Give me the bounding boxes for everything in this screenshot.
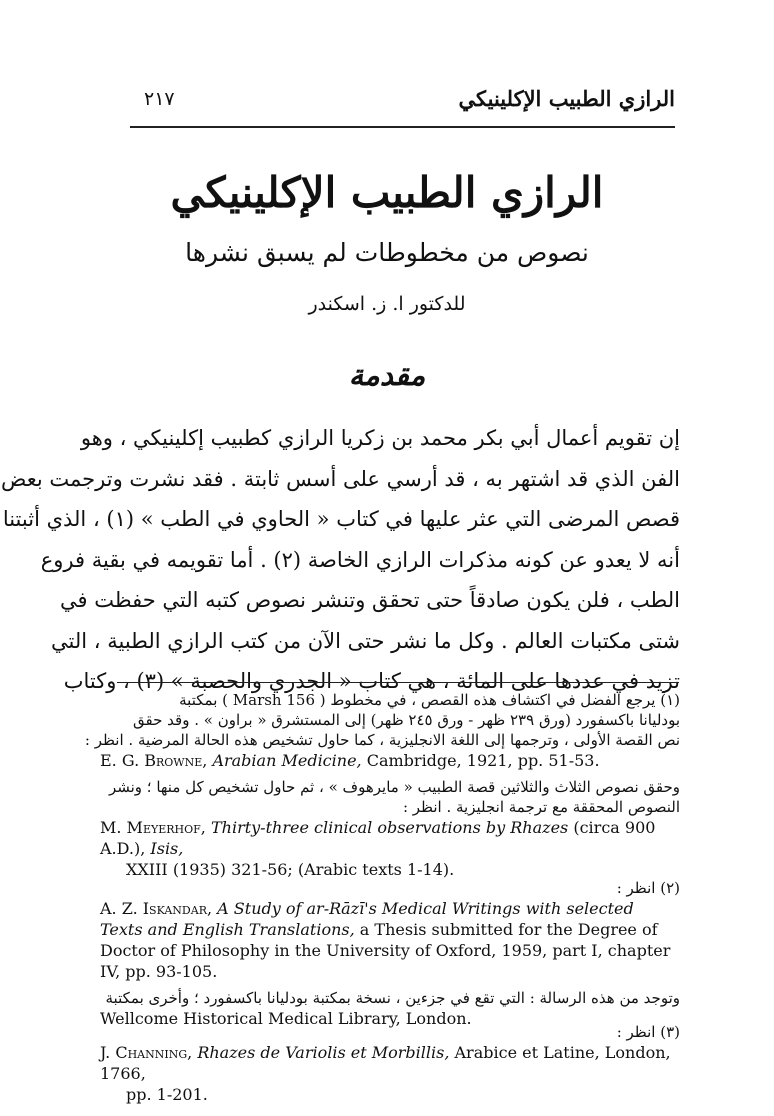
footnote-citation — [100, 1042, 680, 1084]
footnote-text: وتوجد من هذه الرسالة : التي تقع في جزءين ، نسخة بمكتبة بودليانا باكسفورد ؛ وأخرى بمكتبة — [105, 989, 680, 1007]
citation-details: Cambridge, 1921, pp. 51-53. — [366, 751, 600, 770]
body-line: تزيد في عددها على المائة ، هي كتاب « الجدري والحصبة » (٣) ، وكتاب — [63, 669, 680, 693]
citation-details: (circa 900 A.D.), — [100, 818, 656, 858]
citation-author: A. Z. Iskandar, — [100, 899, 213, 918]
footnote-divider — [117, 682, 679, 683]
footnote-citation: Wellcome Historical Medical Library, London. — [100, 1009, 472, 1028]
footnote-citation-cont: XXIII (1935) 321-56; (Arabic texts 1-14). — [126, 860, 455, 879]
page-number: ٢١٧ — [144, 88, 175, 110]
citation-details: a Thesis submitted for the Degree of Doctor of Philosophy in the University of Oxford, 1959, part I, chapter IV, pp. 93-105. — [100, 920, 671, 981]
footnote-citation — [100, 817, 680, 859]
footnote-2 — [100, 878, 680, 1029]
footnote-1 — [84, 690, 680, 880]
citation-title: A Study of ar-Rāzī's Medical Writings with selected Texts and English Translations, — [100, 899, 634, 939]
citation-author: E. G. Browne, — [100, 751, 208, 770]
citation-journal: Isis, — [150, 839, 184, 858]
citation-author: M. Meyerhof, — [100, 818, 206, 837]
footnote-text: (٣) انظر : — [616, 1023, 680, 1041]
body-line: شتى مكتبات العالم . وكل ما نشر حتى الآن من كتب الرازي الطبية ، التي — [51, 628, 680, 653]
footnote-citation — [100, 750, 680, 771]
body-line: قصص المرضى التي عثر عليها في كتاب « الحاوي في الطب » (١) ، الذي أثبتنا — [2, 507, 680, 531]
section-heading: مقدمة — [348, 358, 426, 392]
body-line: إن تقويم أعمال أبي بكر محمد بن زكريا الرازي كطبيب إكلينيكي ، وهو — [80, 426, 680, 450]
footnote-text: النصوص المحققة مع ترجمة انجليزية . انظر : — [402, 798, 680, 816]
footnote-citation — [100, 898, 680, 982]
footnote-text: (١) يرجع الفضل في اكتشاف هذه القصص ، في مخطوط ( Marsh 156 ) بمكتبة — [179, 691, 680, 709]
body-text — [1, 418, 680, 702]
article-title: الرازي الطبيب الإكلينيكي — [170, 168, 604, 217]
citation-author: J. Channing, — [100, 1043, 193, 1062]
article-author: للدكتور ا. ز. اسكندر — [308, 293, 466, 315]
body-line: الطب ، فلن يكون صادقاً حتى تحقق وتنشر نصوص كتبه التي حفظت في — [60, 588, 680, 612]
footnote-text: نص القصة الأولى ، وترجمها إلى اللغة الانجليزية ، كما حاول تشخيص هذه الحالة المرضية . انظر : — [84, 731, 680, 749]
footnote-text: بودليانا باكسفورد (ورق ٢٣٩ ظهر - ورق ٢٤٥ ظهر) إلى المستشرق « براون » . وقد حقق — [133, 711, 680, 729]
citation-title: Arabian Medicine, — [212, 751, 362, 770]
citation-details: Arabice et Latine, London, 1766, — [100, 1043, 671, 1083]
running-title: الرازي الطبيب الإكلينيكي — [458, 86, 675, 111]
citation-title: Rhazes de Variolis et Morbillis, — [197, 1043, 450, 1062]
page-header — [130, 82, 675, 128]
citation-title: Thirty-three clinical observations by Rhazes — [210, 818, 569, 837]
article-subtitle: نصوص من مخطوطات لم يسبق نشرها — [185, 238, 589, 267]
footnote-citation-cont: pp. 1-201. — [126, 1085, 208, 1104]
footnote-3 — [100, 1022, 680, 1105]
body-line: أنه لا يعدو عن كونه مذكرات الرازي الخاصة (٢) . أما تقويمه في بقية فروع — [40, 547, 680, 572]
body-line: الفن الذي قد اشتهر به ، قد أرسي على أسس ثابتة . فقد نشرت وترجمت بعض — [1, 466, 680, 491]
footnote-text: وحقق نصوص الثلاث والثلاثين قصة الطبيب « مايرهوف » ، ثم حاول تشخيص كل منها ؛ ونشر — [108, 778, 680, 796]
footnote-text: (٢) انظر : — [616, 879, 680, 897]
